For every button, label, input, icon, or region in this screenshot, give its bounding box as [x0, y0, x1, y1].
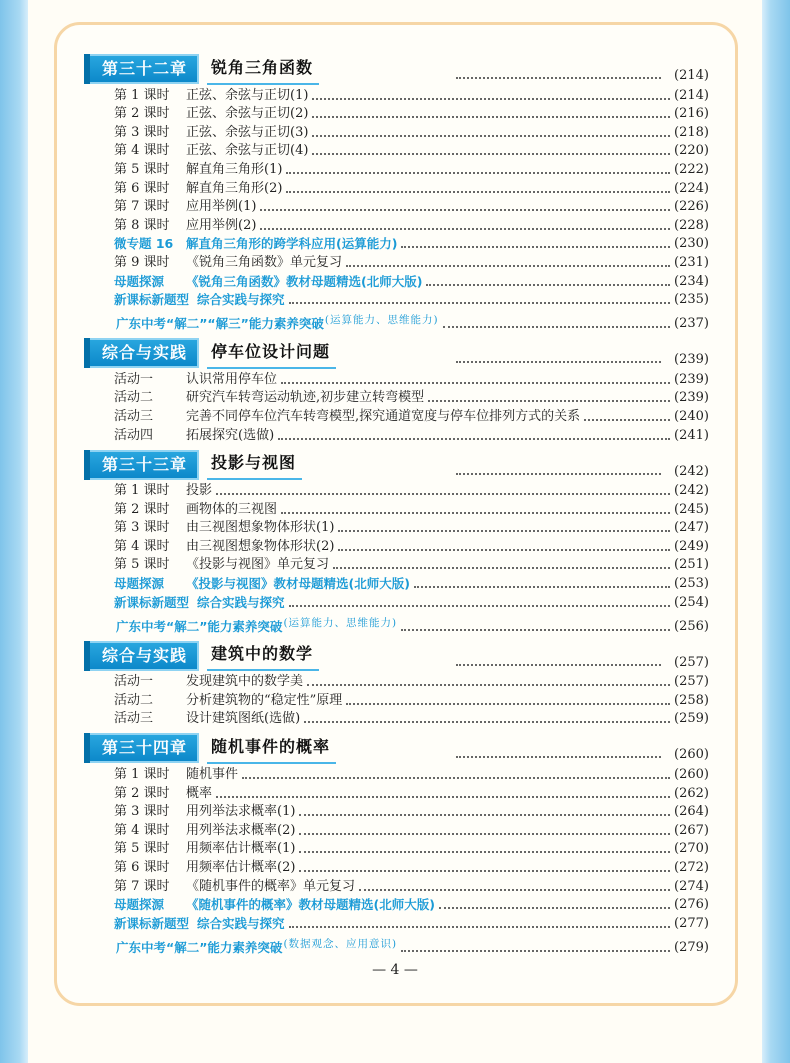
entry-prefix: 第 2 课时 — [114, 501, 170, 517]
toc-entry[interactable] — [84, 86, 709, 105]
entry-page-number: (270) — [674, 841, 709, 857]
toc-entry[interactable] — [84, 216, 709, 235]
entry-title: 综合实践与探究 — [197, 292, 285, 308]
dot-leader — [278, 438, 670, 440]
entry-prefix: 活动三 — [114, 408, 154, 424]
entry-title: 研究汽车转弯运动轨迹,初步建立转弯模型 — [186, 390, 425, 406]
chapter-page-number: (260) — [674, 747, 709, 763]
entry-prefix: 活动四 — [114, 427, 154, 443]
chapter-title: 投影与视图 — [207, 449, 302, 480]
dot-leader — [312, 135, 670, 137]
dot-leader — [216, 493, 670, 495]
toc-entry[interactable] — [84, 389, 709, 408]
toc-entry[interactable] — [84, 612, 709, 636]
chapter-label: 综合与实践 — [84, 338, 199, 368]
entry-title: 发现建筑中的数学美 — [186, 674, 304, 690]
entry-page-number: (257) — [674, 674, 709, 690]
dot-leader — [289, 302, 671, 304]
entry-prefix: 第 1 课时 — [114, 483, 170, 499]
dot-leader — [401, 950, 670, 952]
entry-title: 正弦、余弦与正切(1) — [186, 87, 309, 103]
entry-title: 正弦、余弦与正切(4) — [186, 143, 309, 159]
entry-title: 解直角三角形的跨学科应用(运算能力) — [186, 236, 398, 252]
toc-entry[interactable] — [84, 933, 709, 957]
entry-page-number: (224) — [674, 180, 709, 196]
entry-prefix: 第 6 课时 — [114, 860, 170, 875]
dot-leader — [414, 586, 670, 588]
chapter-label: 第三十四章 — [84, 733, 199, 763]
entry-page-number: (239) — [674, 371, 709, 387]
chapter-page-number: (242) — [674, 463, 709, 479]
entry-prefix: 第 3 课时 — [114, 124, 170, 140]
toc-entry[interactable] — [84, 519, 709, 538]
entry-prefix: 母题探源 — [114, 576, 165, 592]
dot-leader — [260, 209, 670, 211]
entry-prefix: 第 5 课时 — [114, 557, 170, 573]
table-of-contents — [84, 53, 709, 957]
entry-title: 正弦、余弦与正切(3) — [186, 124, 309, 140]
entry-page-number: (226) — [674, 199, 709, 215]
entry-page-number: (230) — [674, 236, 709, 252]
dot-leader — [242, 777, 670, 779]
chapter-heading[interactable] — [84, 449, 709, 481]
entry-page-number: (254) — [674, 594, 709, 610]
dot-leader — [260, 228, 670, 230]
entry-prefix: 母题探源 — [114, 273, 165, 289]
entry-title: 由三视图想象物体形状(1) — [186, 520, 335, 536]
entry-page-number: (231) — [674, 254, 709, 270]
entry-prefix: 第 3 课时 — [114, 804, 170, 820]
entry-prefix: 活动一 — [114, 371, 154, 387]
dot-leader — [338, 549, 670, 551]
dot-leader — [281, 512, 670, 514]
entry-prefix: 第 7 课时 — [114, 199, 170, 215]
chapter-label: 第三十三章 — [84, 450, 199, 480]
entry-page-number: (242) — [674, 483, 709, 499]
dot-leader — [456, 664, 661, 666]
entry-page-number: (276) — [674, 897, 709, 913]
dot-leader — [443, 326, 670, 328]
toc-entry[interactable] — [84, 673, 709, 692]
entry-page-number: (214) — [674, 87, 709, 103]
dot-leader — [281, 382, 670, 384]
entry-prefix: 新课标新题型 — [114, 915, 190, 931]
dot-leader — [456, 361, 661, 363]
chapter-heading[interactable] — [84, 337, 709, 369]
chapter-title: 随机事件的概率 — [207, 733, 336, 764]
toc-entry[interactable] — [84, 877, 709, 896]
entry-title: 由三视图想象物体形状(2) — [186, 538, 335, 554]
toc-entry[interactable] — [84, 160, 709, 179]
toc-entry[interactable] — [84, 500, 709, 519]
entry-page-number: (260) — [674, 767, 709, 783]
chapter-heading[interactable] — [84, 640, 709, 672]
toc-entry[interactable] — [84, 370, 709, 389]
toc-entry[interactable] — [84, 765, 709, 784]
toc-entry[interactable] — [84, 593, 709, 612]
entry-title: 正弦、余弦与正切(2) — [186, 106, 309, 122]
entry-prefix: 活动三 — [114, 711, 154, 727]
toc-entry[interactable] — [84, 235, 709, 254]
toc-entry[interactable] — [84, 896, 709, 915]
entry-title: 认识常用停车位 — [186, 371, 278, 387]
dot-leader — [426, 284, 670, 286]
dot-leader — [286, 191, 670, 193]
entry-page-number: (220) — [674, 143, 709, 159]
entry-prefix: 第 1 课时 — [114, 87, 170, 103]
dot-leader — [584, 419, 670, 421]
dot-leader — [456, 77, 661, 79]
entry-title: 解直角三角形(1) — [186, 161, 283, 177]
dot-leader — [299, 870, 670, 872]
entry-title: 画物体的三视图 — [186, 501, 278, 517]
dot-leader — [216, 796, 670, 798]
toc-entry[interactable] — [84, 198, 709, 217]
entry-subtitle: (数据观念、应用意识) — [283, 937, 398, 950]
toc-entry[interactable] — [84, 537, 709, 556]
entry-prefix: 母题探源 — [114, 897, 165, 913]
entry-prefix: 第 2 课时 — [114, 106, 170, 122]
toc-entry[interactable] — [84, 142, 709, 161]
toc-entry[interactable] — [84, 291, 709, 310]
entry-prefix: 第 5 课时 — [114, 161, 170, 177]
chapter-heading[interactable] — [84, 732, 709, 764]
entry-prefix: 第 5 课时 — [114, 841, 170, 857]
entry-page-number: (251) — [674, 557, 709, 573]
entry-page-number: (264) — [674, 804, 709, 820]
dot-leader — [346, 265, 670, 267]
dot-leader — [346, 703, 670, 705]
toc-entry[interactable] — [84, 105, 709, 124]
entry-page-number: (240) — [674, 408, 709, 424]
entry-page-number: (279) — [674, 939, 709, 955]
dot-leader — [456, 473, 661, 475]
toc-entry[interactable] — [84, 253, 709, 272]
toc-entry[interactable] — [84, 482, 709, 501]
entry-title: 概率 — [186, 785, 213, 801]
entry-page-number: (277) — [674, 915, 709, 931]
entry-prefix: 新课标新题型 — [114, 594, 190, 610]
entry-prefix: 第 4 课时 — [114, 143, 170, 159]
entry-title: 《锐角三角函数》教材母题精选(北师大版) — [186, 273, 423, 289]
entry-title: 用频率估计概率(1) — [186, 841, 296, 857]
entry-prefix: 新课标新题型 — [114, 292, 190, 308]
entry-page-number: (228) — [674, 217, 709, 233]
dot-leader — [312, 116, 670, 118]
entry-page-number: (239) — [674, 390, 709, 406]
entry-title: 用列举法求概率(2) — [186, 822, 296, 838]
dot-leader — [312, 98, 670, 100]
dot-leader — [401, 629, 670, 631]
dot-leader — [299, 814, 670, 816]
dot-leader — [359, 889, 670, 891]
entry-prefix: 第 4 课时 — [114, 538, 170, 554]
dot-leader — [456, 756, 661, 758]
entry-prefix: 第 3 课时 — [114, 520, 170, 536]
right-frame — [762, 0, 790, 1063]
entry-page-number: (241) — [674, 427, 709, 443]
entry-prefix: 活动二 — [114, 390, 154, 406]
toc-entry[interactable] — [84, 556, 709, 575]
entry-prefix: 微专题 16 — [114, 236, 174, 252]
entry-prefix: 活动二 — [114, 692, 154, 708]
dot-leader — [304, 721, 670, 723]
chapter-page-number: (257) — [674, 654, 709, 670]
chapter-heading[interactable] — [84, 53, 709, 85]
entry-title: 用频率估计概率(2) — [186, 860, 296, 875]
entry-page-number: (218) — [674, 124, 709, 140]
entry-page-number: (272) — [674, 860, 709, 875]
toc-entry[interactable] — [84, 914, 709, 933]
toc-entry[interactable] — [84, 123, 709, 142]
entry-title: 拓展探究(选做) — [186, 427, 275, 443]
entry-page-number: (245) — [674, 501, 709, 517]
entry-title: 投影 — [186, 483, 213, 499]
entry-prefix: 第 8 课时 — [114, 217, 170, 233]
dot-leader — [286, 172, 670, 174]
entry-title: 《锐角三角函数》单元复习 — [186, 254, 343, 270]
entry-title: 综合实践与探究 — [197, 594, 285, 610]
toc-entry[interactable] — [84, 710, 709, 729]
chapter-title: 停车位设计问题 — [207, 338, 336, 369]
toc-entry[interactable] — [84, 840, 709, 859]
entry-page-number: (237) — [674, 316, 709, 332]
toc-entry[interactable] — [84, 179, 709, 198]
dot-leader — [299, 833, 670, 835]
entry-page-number: (216) — [674, 106, 709, 122]
entry-prefix: 第 6 课时 — [114, 180, 170, 196]
entry-page-number: (262) — [674, 785, 709, 801]
toc-entry[interactable] — [84, 309, 709, 333]
toc-entry[interactable] — [84, 407, 709, 426]
toc-entry[interactable] — [84, 691, 709, 710]
toc-entry[interactable] — [84, 784, 709, 803]
entry-title: 设计建筑图纸(选做) — [186, 711, 301, 727]
entry-page-number: (249) — [674, 538, 709, 554]
toc-entry[interactable] — [84, 426, 709, 445]
toc-entry[interactable] — [84, 803, 709, 822]
dot-leader — [428, 400, 670, 402]
toc-entry[interactable] — [84, 272, 709, 291]
entry-title: 《投影与视图》单元复习 — [186, 557, 330, 573]
entry-subtitle: (运算能力、思维能力) — [283, 616, 398, 629]
entry-title: 广东中考“解二”能力素养突破 — [116, 939, 283, 955]
dot-leader — [289, 926, 671, 928]
entry-title: 综合实践与探究 — [197, 915, 285, 931]
entry-page-number: (234) — [674, 273, 709, 289]
entry-title: 应用举例(2) — [186, 217, 257, 233]
entry-prefix: 第 4 课时 — [114, 822, 170, 838]
entry-title: 分析建筑物的“稳定性”原理 — [186, 692, 343, 708]
entry-title: 用列举法求概率(1) — [186, 804, 296, 820]
entry-page-number: (235) — [674, 292, 709, 308]
entry-page-number: (256) — [674, 618, 709, 634]
entry-prefix: 第 1 课时 — [114, 767, 170, 783]
entry-title: 《随机事件的概率》单元复习 — [186, 878, 356, 894]
entry-prefix: 第 2 课时 — [114, 785, 170, 801]
dot-leader — [338, 530, 670, 532]
entry-page-number: (259) — [674, 711, 709, 727]
toc-entry[interactable] — [84, 858, 709, 877]
chapter-page-number: (239) — [674, 352, 709, 368]
chapter-page-number: (214) — [674, 68, 709, 83]
entry-subtitle: (运算能力、思维能力) — [324, 314, 439, 327]
entry-title: 随机事件 — [186, 767, 239, 783]
entry-title: 广东中考“解二”“解三”能力素养突破 — [116, 316, 324, 332]
entry-page-number: (253) — [674, 576, 709, 592]
entry-prefix: 第 7 课时 — [114, 878, 170, 894]
chapter-label: 第三十二章 — [84, 54, 199, 84]
entry-page-number: (247) — [674, 520, 709, 536]
dot-leader — [439, 907, 670, 909]
page-number: — 4 — — [372, 962, 418, 978]
dot-leader — [307, 684, 670, 686]
entry-title: 解直角三角形(2) — [186, 180, 283, 196]
toc-entry[interactable] — [84, 574, 709, 593]
left-frame — [0, 0, 28, 1063]
chapter-title: 锐角三角函数 — [207, 54, 319, 85]
entry-page-number: (222) — [674, 161, 709, 177]
entry-title: 《投影与视图》教材母题精选(北师大版) — [186, 576, 410, 592]
toc-entry[interactable] — [84, 821, 709, 840]
entry-title: 广东中考“解二”能力素养突破 — [116, 618, 283, 634]
entry-title: 应用举例(1) — [186, 199, 257, 215]
dot-leader — [333, 567, 670, 569]
entry-title: 《随机事件的概率》教材母题精选(北师大版) — [186, 897, 435, 913]
entry-prefix: 第 9 课时 — [114, 254, 170, 270]
entry-page-number: (274) — [674, 878, 709, 894]
dot-leader — [299, 851, 670, 853]
dot-leader — [401, 246, 670, 248]
dot-leader — [289, 605, 671, 607]
dot-leader — [312, 153, 670, 155]
chapter-title: 建筑中的数学 — [207, 640, 319, 671]
entry-title: 完善不同停车位汽车转弯模型,探究通道宽度与停车位排列方式的关系 — [186, 408, 581, 424]
entry-prefix: 活动一 — [114, 674, 154, 690]
chapter-label: 综合与实践 — [84, 641, 199, 671]
entry-page-number: (267) — [674, 822, 709, 838]
entry-page-number: (258) — [674, 692, 709, 708]
